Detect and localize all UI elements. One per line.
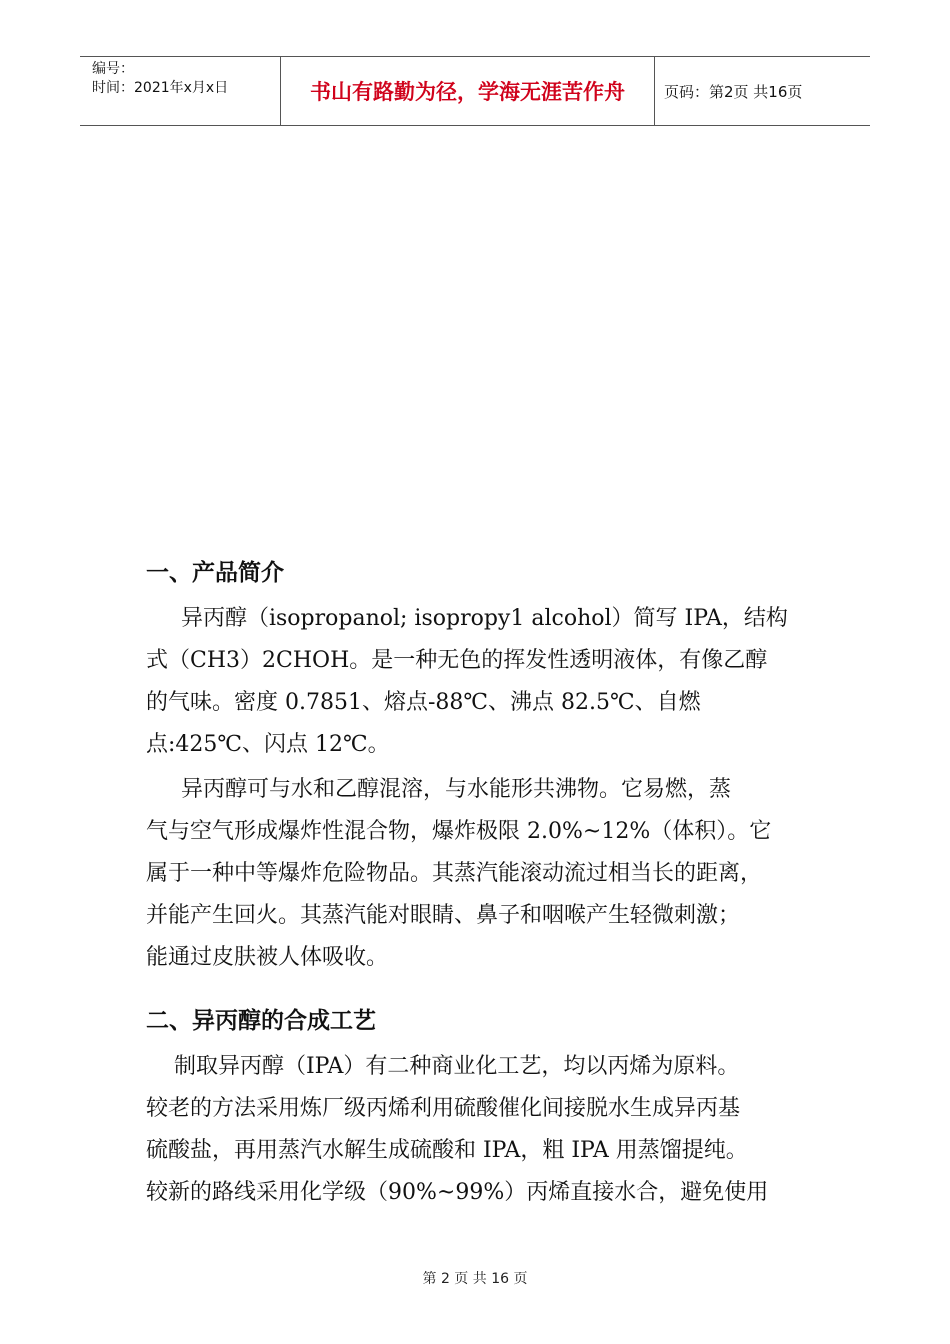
text-line: 气与空气形成爆炸性混合物，爆炸极限 2.0%~12%（体积）。它 bbox=[146, 819, 772, 844]
header-page-info: 页码：第2页 共16页 bbox=[664, 82, 803, 101]
synthesis-paragraph-1 bbox=[146, 1046, 768, 1214]
text-line: 属于一种中等爆炸危险物品。其蒸汽能滚动流过相当长的距离， bbox=[146, 861, 763, 886]
header-meta bbox=[80, 57, 281, 125]
header-motto: 书山有路勤为径，学海无涯苦作舟 bbox=[281, 57, 655, 125]
page-footer: 第 2 页 共 16 页 bbox=[422, 1271, 528, 1287]
time-label: 时间：2021年x月x日 bbox=[92, 80, 229, 96]
intro-paragraph-2 bbox=[146, 769, 771, 979]
text-line: 制取异丙醇（IPA）有二种商业化工艺，均以丙烯为原料。 bbox=[146, 1054, 740, 1079]
text-line: 硫酸盐，再用蒸汽水解生成硫酸和 IPA，粗 IPA 用蒸馏提纯。 bbox=[146, 1138, 748, 1163]
section-title-intro: 一、产品简介 bbox=[146, 560, 284, 586]
page-header bbox=[80, 56, 870, 126]
number-label: 编号： bbox=[92, 61, 134, 77]
text-line: 点:425℃、闪点 12℃。 bbox=[146, 732, 390, 757]
text-line: 异丙醇（isopropanol; isopropy1 alcohol）简写 IPA，结构 bbox=[146, 606, 788, 631]
intro-paragraph-1 bbox=[146, 598, 788, 766]
section-title-synthesis: 二、异丙醇的合成工艺 bbox=[146, 1008, 376, 1034]
text-line: 并能产生回火。其蒸汽能对眼睛、鼻子和咽喉产生轻微刺激； bbox=[146, 903, 741, 928]
text-line: 能通过皮肤被人体吸收。 bbox=[146, 945, 389, 970]
text-line: 异丙醇可与水和乙醇混溶，与水能形共沸物。它易燃，蒸 bbox=[146, 777, 731, 802]
text-line: 的气味。密度 0.7851、熔点-88℃、沸点 82.5℃、自燃 bbox=[146, 690, 701, 715]
text-line: 较新的路线采用化学级（90%~99%）丙烯直接水合，避免使用 bbox=[146, 1180, 769, 1205]
text-line: 较老的方法采用炼厂级丙烯利用硫酸催化间接脱水生成异丙基 bbox=[146, 1096, 741, 1121]
text-line: 式（CH3）2CHOH。是一种无色的挥发性透明液体，有像乙醇 bbox=[146, 648, 768, 673]
